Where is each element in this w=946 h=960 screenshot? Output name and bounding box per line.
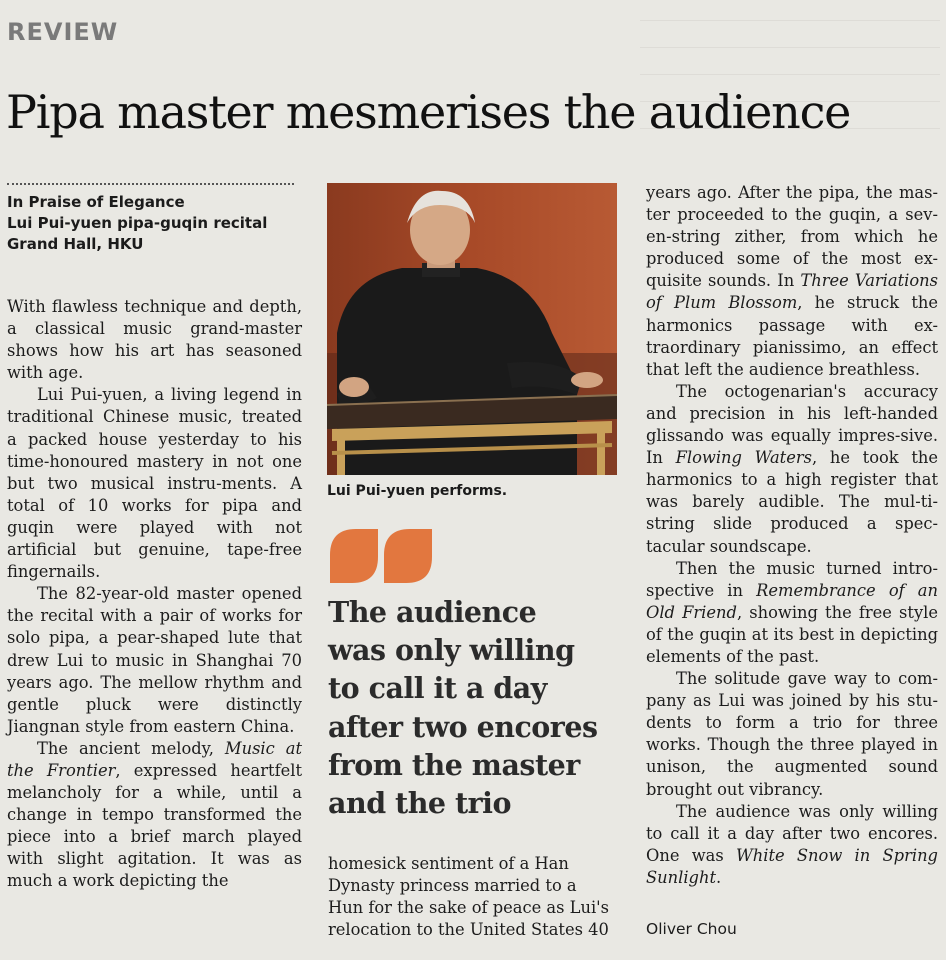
paragraph: The octogenarian's accuracy and precision in his left-handed glissando was equally impres-sive. In Flowing Waters, he took the harmonics to a high register that was barely audible. The mul-ti-string slide produced a spec-tacular soundscape. [646, 381, 939, 556]
paragraph: The solitude gave way to com-pany as Lui was joined by his stu-dents to form a trio for three works. Though the three played in unison, the augmented sound brought out vibrancy. [646, 669, 938, 799]
headline: Pipa master mesmerises the audience [6, 85, 851, 139]
work-title: Three Variations of Plum Blossom [646, 271, 938, 313]
paragraph: The ancient melody, Music at the Frontier, expressed heartfelt melancholy for a while, until a change in tempo transformed the piece into a brief march played with slight agitation. It was as much a work depicting the [7, 738, 303, 891]
work-title: Music at the Frontier [7, 738, 303, 780]
event-venue: Grand Hall, HKU [7, 235, 144, 253]
event-info [7, 192, 297, 255]
paragraph: years ago. After the pipa, the mas-ter proceeded to the guqin, a sev-en-string zither, from which he produced some of the most ex-quisite sounds. In Three Variations of Plum Blossom, he struck the harmonics passage with ex-traordinary pianissimo, an effect that left the audience breathless. [646, 183, 938, 379]
event-name: Lui Pui-yuen pipa-guqin recital [7, 214, 268, 232]
paragraph: The 82-year-old master opened the recital with a pair of works for solo pipa, a pear-shaped lute that drew Lui to music in Shanghai 70 years ago. The mellow rhythm and gentle pluck were distinctly Jiangnan style from eastern China. [7, 584, 302, 736]
section-label: REVIEW [7, 18, 119, 46]
article-column-3 [646, 182, 938, 889]
byline: Oliver Chou [646, 920, 737, 938]
paragraph: With flawless technique and depth, a classical music grand-master shows how his art has seasoned with age. [7, 297, 302, 383]
work-title: White Snow in Spring Sunlight [646, 845, 938, 887]
quote-mark-icon [328, 527, 438, 583]
event-title: In Praise of Elegance [7, 193, 185, 211]
performer-photo [327, 183, 617, 475]
pull-quote: The audience was only willing to call it a day after two encores from the master and the trio [328, 595, 598, 821]
photo-caption: Lui Pui-yuen performs. [327, 483, 508, 499]
paragraph: The audience was only willing to call it a day after two encores. One was White Snow in Spring Sunlight. [646, 801, 938, 887]
work-title: Remembrance of an Old Friend [646, 580, 938, 622]
paragraph: Lui Pui-yuen, a living legend in traditional Chinese music, treated a packed house yesterday to his time-honoured mastery in not one but two musical instru-ments. A total of 10 works for pipa and guqin were played with not artificial but genuine, tape-free fingernails. [7, 385, 302, 582]
paragraph: Then the music turned intro-spective in Remembrance of an Old Friend, showing the free style of the guqin at its best in depicting elements of the past. [646, 558, 938, 666]
article-column-2: homesick sentiment of a Han Dynasty princess married to a Hun for the sake of peace as Lui's relocation to the United States 40 [328, 854, 609, 940]
dotted-divider [7, 183, 294, 185]
work-title: Flowing Waters [675, 448, 812, 468]
article-column-1 [7, 296, 302, 893]
